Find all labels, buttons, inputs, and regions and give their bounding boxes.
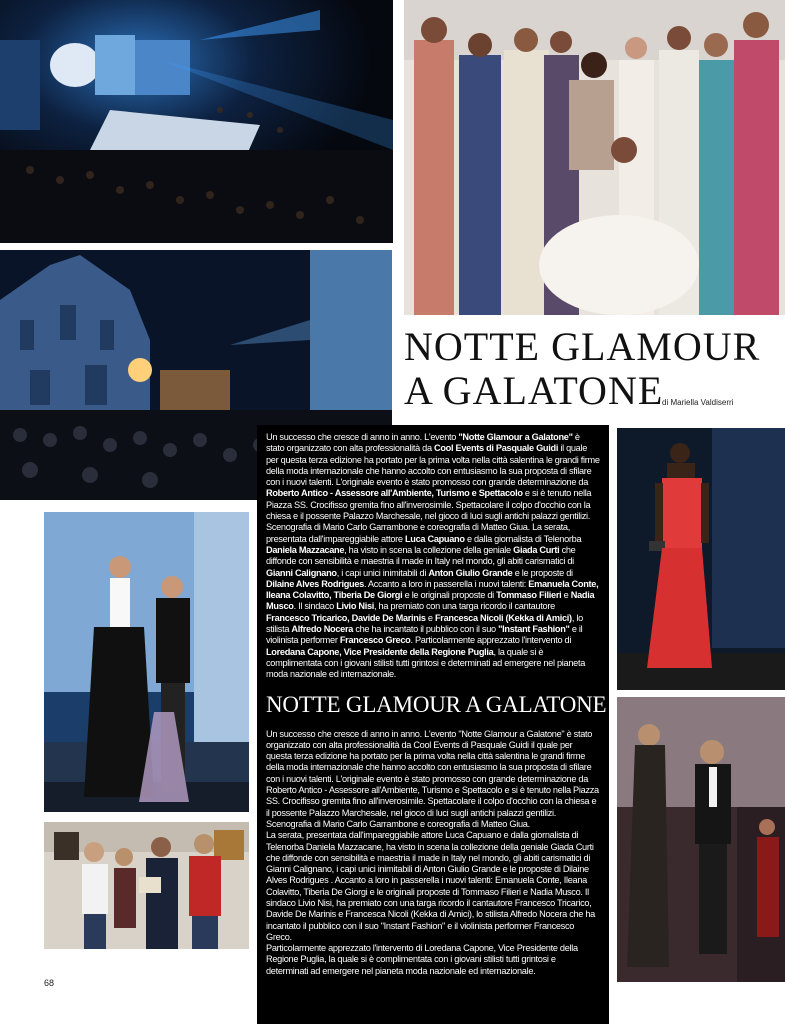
intro-bold-run: Gianni Calignano — [266, 567, 337, 578]
intro-text-run: e il violinista performer — [266, 624, 583, 646]
intro-text-run: . Particolarmente apprezzato l'intervento di — [410, 635, 572, 646]
intro-bold-run: Alfredo Nocera — [291, 624, 354, 635]
intro-text-run: e le proposte di — [512, 567, 573, 578]
intro-text-run: è stato organizzato con alta professionalità da — [266, 432, 580, 454]
page-number: 68 — [44, 978, 55, 988]
intro-bold-run: Tommaso Filieri — [496, 590, 562, 601]
intro-bold-run: "Instant Fashion" — [498, 624, 570, 635]
article-body-paragraph-2: La serata, presentata dall'impareggiabile attore Luca Capuano e dalla giornalista di Telenorba Daniela Mazzacane, ha visto in scena la collezione della geniale Giada Curti che diffonde con sensibilità e maestria il made in Italy nel mondo, gli abiti carismatici di Gianni Calignano, i capi unici inimitabili di Anton Giulio Grande e le proposte di Dilaine Alves Rodrigues . Accanto a loro in passerella i nuovi talenti: Emanuela Conte, Ileana Colavitto, Tiberia De Giorgi e le originali proposte di Tommaso Filieri e Nadia Musco. Il sindaco Livio Nisi, ha premiato con una targa ricordo il cantautore Francesco Tricarico, Davide De Marinis e Francesca Nicoli (Kekka di Amici), lo stilista Alfredo Nocera che ha incantato il pubblico con il suo "Instant Fashion" e il violinista performer Francesco Greco. — [266, 830, 595, 942]
article-body-paragraph-1: Un successo che cresce di anno in anno. L'evento "Notte Glamour a Galatone" è stato organizzato con alta professionalità da Cool Events di Pasquale Guidi il quale per questa terza edizione ha portato per la prima volta nella città salentina le grandi firme della moda internazionale che hanno accolto con entusiasmo la sua proposta di sfilare con i nuovi talenti. L'originale evento è stato promosso con grande determinazione da Roberto Antico - Assessore all'Ambiente, Turismo e Spettacolo e si è tenuto nella Piazza SS. Crocifisso gremita fino all'inverosimile. Spettacolare il colpo d'occhio con la chiesa e il possente Palazzo Marchesale, nel gioco di luci sugli antichi palazzi gentilizi. Scenografia di Mario Carlo Garrambone e coreografia di Matteo Giua. — [266, 728, 599, 829]
photo-model-red-outfit — [617, 428, 785, 690]
photo-stylist-bow — [44, 512, 249, 812]
intro-bold-run: Francesca Nicoli (Kekka di Amici) — [435, 612, 572, 623]
intro-bold-run: Giada Curti — [513, 544, 560, 555]
intro-bold-run: Emanuela Conte, Ileana Colavitto, Tiberia De Giorgi — [266, 578, 599, 601]
intro-text-run: . Il sindaco — [293, 601, 337, 612]
intro-bold-run: Roberto Antico - Assessore all'Ambiente, Turismo e Spettacolo — [266, 488, 523, 499]
intro-bold-run: Francesco Tricarico, Davide De Marinis — [266, 612, 426, 623]
intro-bold-run: Livio Nisi — [336, 601, 375, 612]
intro-text-run: e dalla giornalista di Telenorba — [464, 533, 582, 544]
intro-bold-run: Francesco Greco — [339, 635, 411, 646]
intro-bold-run: Loredana Capone, Vice Presidente della Regione Puglia — [266, 646, 494, 657]
intro-text-run: che ha incantato il pubblico con il suo — [353, 624, 499, 635]
intro-text-run: e — [425, 612, 435, 623]
intro-text-run: , i capi unici inimitabili di — [336, 567, 429, 578]
intro-text-run: che diffonde con sensibilità e maestria il made in Italy nel mondo, gli abiti carismatici di — [266, 544, 576, 567]
intro-text-run: e le originali proposte di — [402, 590, 497, 601]
article-block — [257, 425, 609, 1024]
article-body-paragraph-3: Particolarmente apprezzato l'intervento di Loredana Capone, Vice Presidente della Regione Puglia, la quale si è complimentata con i giovani stilisti tutti grintosi e determinati ad emergere nel pianeta moda nazionale ed internazionale. — [266, 943, 578, 976]
intro-text-run: . Accanto a loro in passerella i nuovi talenti: — [363, 578, 529, 589]
article-intro-paragraph — [266, 432, 600, 681]
intro-bold-run: Luca Capuano — [404, 533, 465, 544]
intro-text-run: , ha premiato con una targa ricordo il cantautore — [374, 601, 555, 612]
photo-couple-runway — [617, 697, 785, 982]
headline-line-2: A GALATONE — [404, 368, 664, 413]
intro-bold-run: Dilaine Alves Rodrigues — [266, 578, 364, 589]
intro-bold-run: Nadia Musco — [266, 590, 595, 612]
intro-bold-run: Anton Giulio Grande — [428, 567, 513, 578]
photo-award-presentation — [44, 822, 249, 949]
intro-text-run: , ha visto in scena la collezione della geniale — [344, 544, 514, 555]
headline-line-1: NOTTE GLAMOUR — [404, 324, 761, 369]
intro-bold-run: Cool Events di Pasquale Guidi — [434, 443, 559, 454]
intro-text-run: e — [561, 590, 571, 601]
intro-text-run: , la quale si è complimentata con i giovani stilisti tutti grintosi e determinati ad emergere nel pianeta moda nazionale ed internazionale. — [266, 646, 586, 680]
intro-text-run: , lo stilista — [266, 612, 583, 635]
intro-text-run: e si è tenuto nella Piazza SS. Crocifisso gremita fino all'inverosimile. Spettacolare il colpo d'occhio con la chiesa e il possente Palazzo Marchesale, nel gioco di luci sugli antichi palazzi gentilizi. Scenografia di Mario Carlo Garrambone e coreografia di Matteo Giua. La serata, presentata dall'impareggiabile attore — [266, 488, 592, 544]
article-sub-title: NOTTE GLAMOUR A GALATONE — [266, 691, 607, 717]
byline: di Mariella Valdiserri — [662, 398, 734, 407]
intro-text-run: Un successo che cresce di anno in anno. L'evento — [266, 432, 459, 442]
intro-bold-run: Daniela Mazzacane — [266, 544, 345, 555]
photo-stage-night-show — [0, 0, 393, 243]
intro-text-run: il quale per questa terza edizione ha portato per la prima volta nella città salentina le grandi firme della moda internazionale che hanno accolto con entusiasmo la sua proposta di sfilare con i nuovi talenti. L'originale evento è stato promosso con grande determinazione da — [266, 443, 600, 488]
intro-bold-run: "Notte Glamour a Galatone" — [458, 432, 573, 442]
photo-models-lineup — [404, 0, 785, 315]
